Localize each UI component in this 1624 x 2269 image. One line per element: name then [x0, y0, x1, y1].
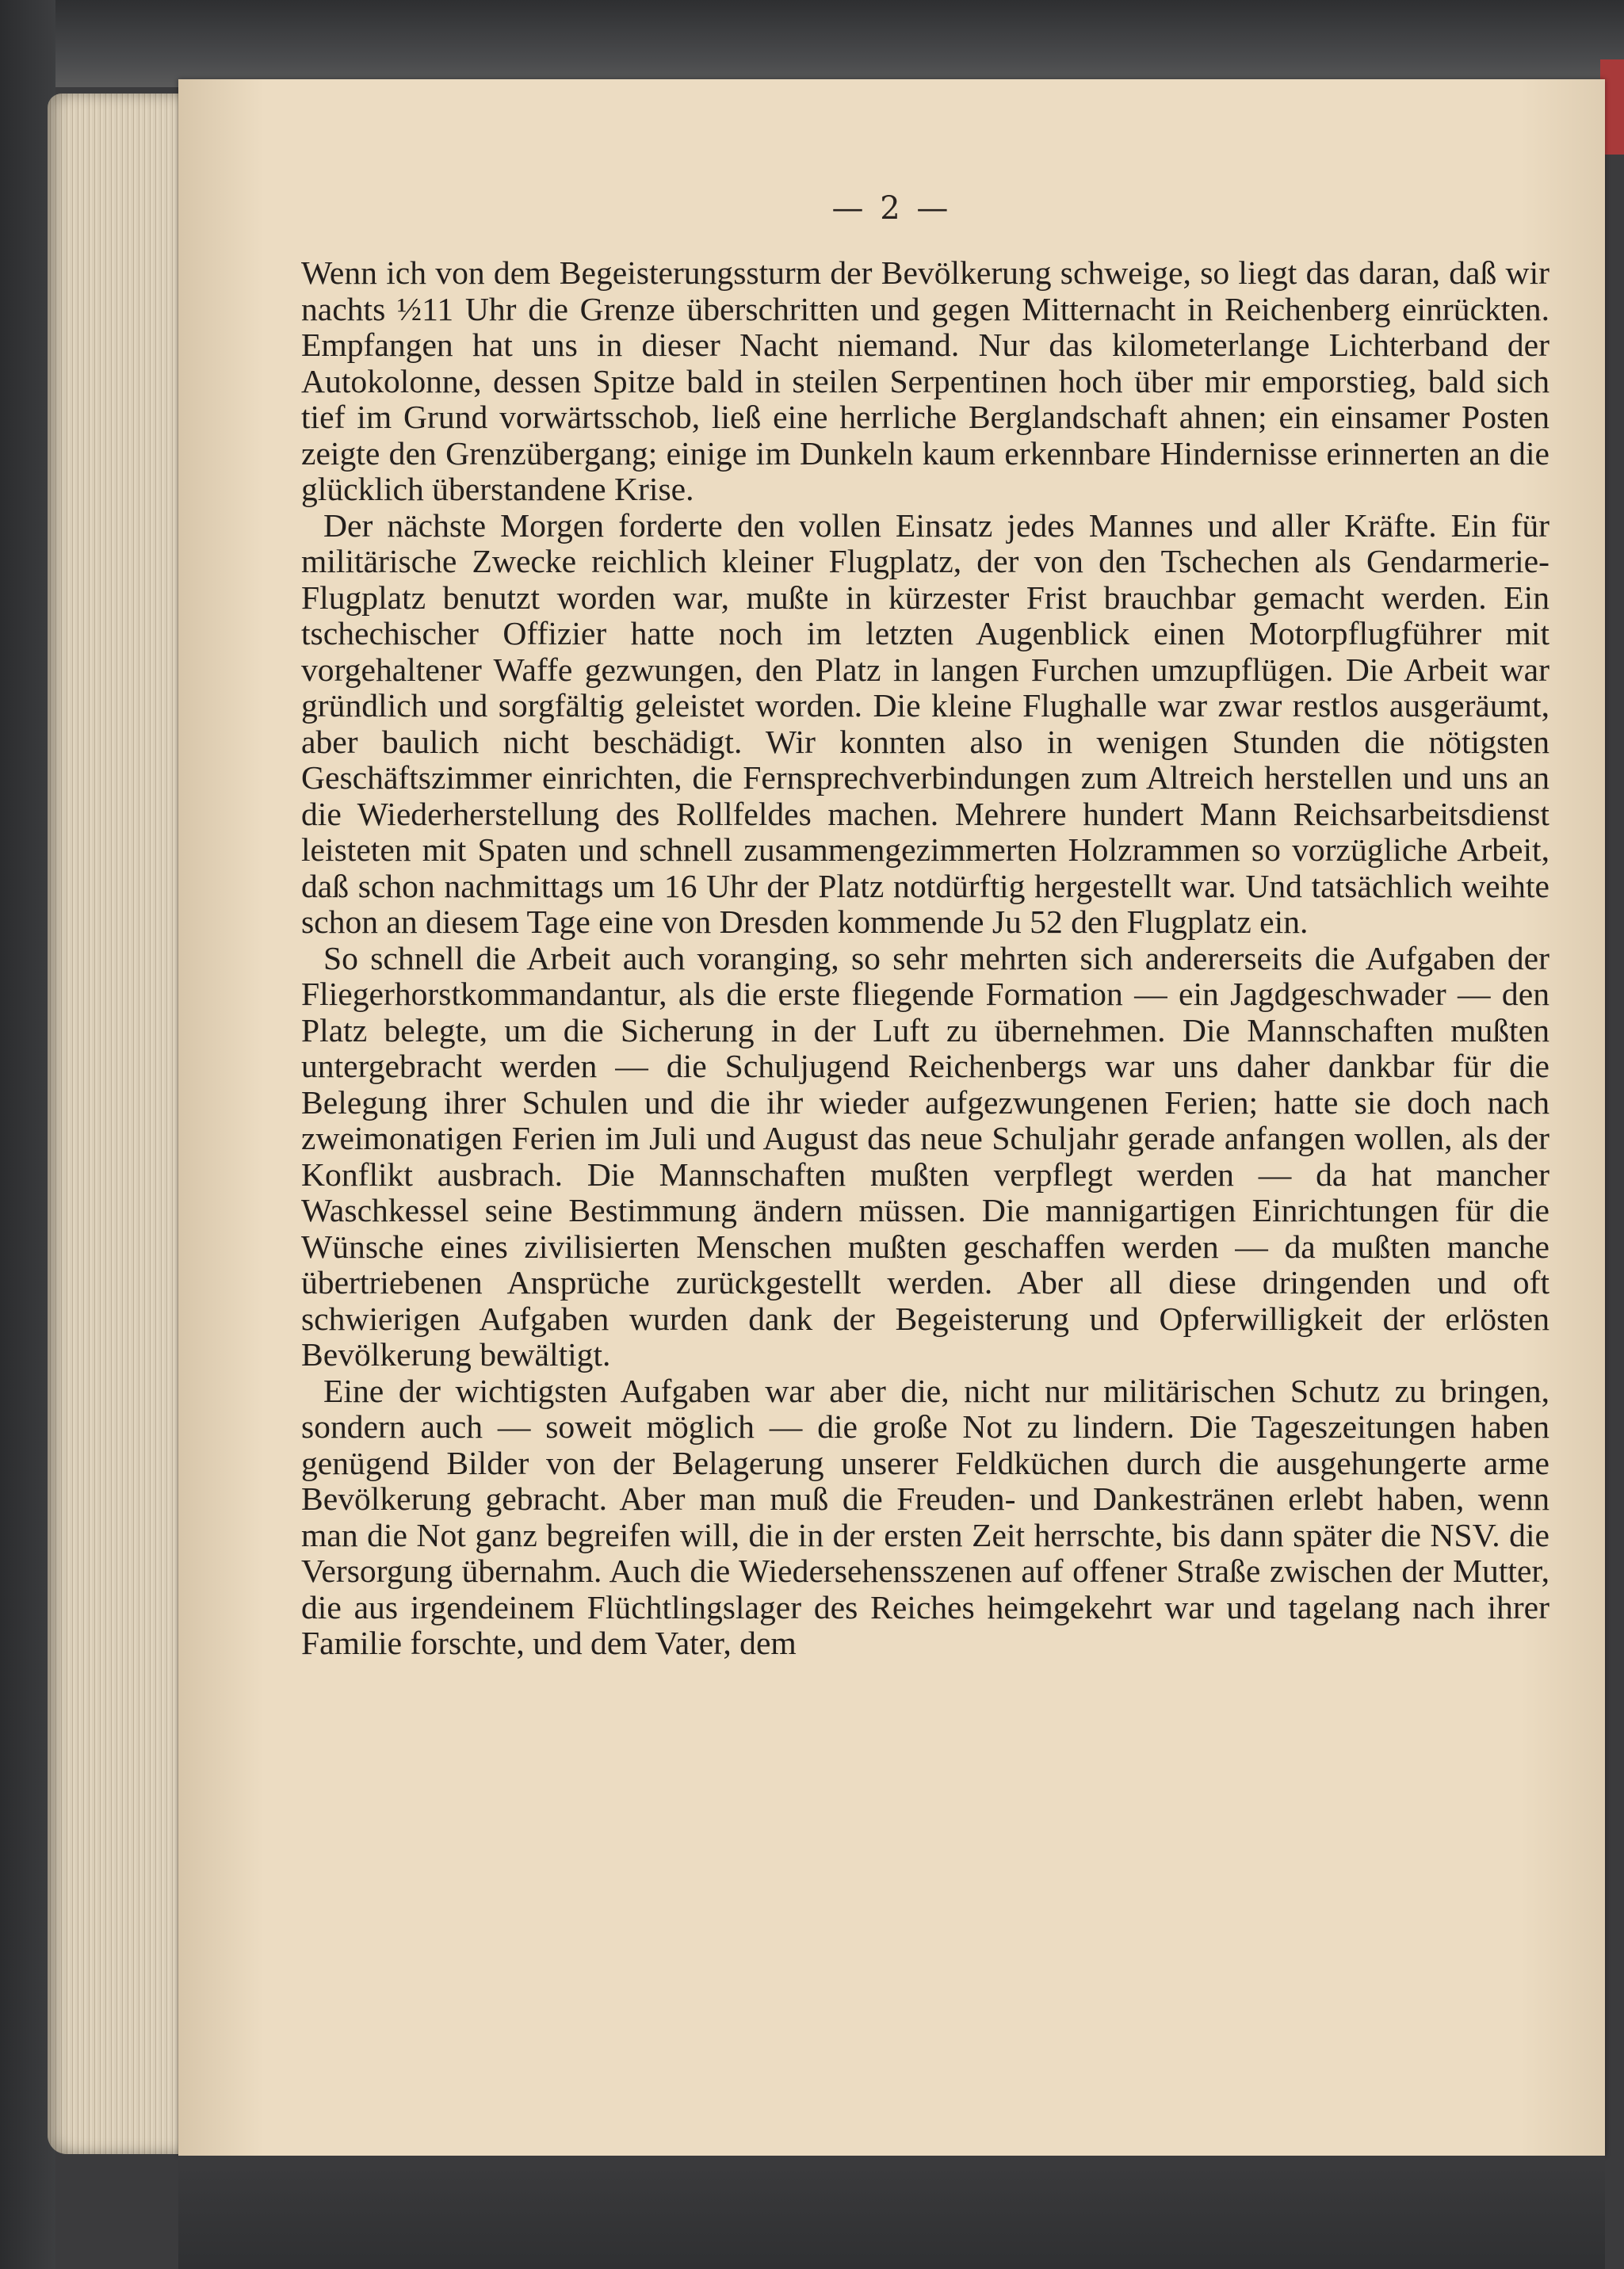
book-bottom-shadow [178, 2156, 1605, 2269]
paragraph: So schnell die Arbeit auch voranging, so sehr mehrten sich andererseits die Aufgaben der Fliegerhorstkommandantur, als die erste fliegende Formation — ein Jagdgeschwader — den Platz belegte, um die Sicherung in der Luft zu übernehmen. Die Mannschaften mußten untergebracht werden — die Schuljugend Reichenbergs war uns daher dankbar für die Belegung ihrer Schulen und die ihr wieder aufgezwungenen Ferien; hatte sie doch nach zweimonatigen Ferien im Juli und August das neue Schuljahr gerade anfangen wollen, als der Konflikt ausbrach. Die Mannschaften mußten verpflegt werden — da hat mancher Waschkessel seine Bestimmung ändern müssen. Die mannigartigen Einrichtungen für die Wünsche eines zivilisierten Menschen mußten geschaffen werden — da mußten manche übertriebenen Ansprüche zurückgestellt werden. Aber all diese dringenden und oft schwierigen Aufgaben wurden dank der Begeisterung und Opferwilligkeit der erlösten Bevölkerung bewältigt. [301, 939, 1549, 1373]
page-edges [48, 94, 198, 2154]
book-cover-top [0, 0, 1624, 87]
body-text [301, 255, 1549, 1662]
paragraph: Wenn ich von dem Begeisterungssturm der Bevölkerung schweige, so liegt das daran, daß wir nachts ½11 Uhr die Grenze überschritten und gegen Mitternacht in Reichenberg einrückten. Empfangen hat uns in dieser Nacht niemand. Nur das kilometerlange Lichterband der Autokolonne, dessen Spitze bald in steilen Serpentinen hoch über mir emporstieg, bald sich tief im Grund vorwärtsschob, ließ eine herrliche Berglandschaft ahnen; ein einsamer Posten zeigte den Grenzübergang; einige im Dunkeln kaum erkennbare Hindernisse erinnerten an die glücklich überstandene Krise. [301, 254, 1549, 507]
paragraph: Der nächste Morgen forderte den vollen Einsatz jedes Mannes und aller Kräfte. Ein für militärische Zwecke reichlich kleiner Flugplatz, der von den Tschechen als Gendarmerie-Flugplatz benutzt worden war, mußte in kürzester Frist brauchbar gemacht werden. Ein tschechischer Offizier hatte noch im letzten Augenblick einen Motorpflugführer mit vorgehaltener Waffe gezwungen, den Platz in langen Furchen umzupflügen. Die Arbeit war gründlich und sorgfältig geleistet worden. Die kleine Flughalle war zwar restlos ausgeräumt, aber baulich nicht beschädigt. Wir konnten also in wenigen Stunden die nötigsten Geschäftszimmer einrichten, die Fernsprechverbindungen zum Altreich herstellen und uns an die Wiederherstellung des Rollfeldes machen. Mehrere hundert Mann Reichsarbeitsdienst leisteten mit Spaten und schnell zusammengezimmerten Holzrammen so vorzügliche Arbeit, daß schon nachmittags um 16 Uhr der Platz notdürftig hergestellt war. Und tatsächlich weihte schon an diesem Tage eine von Dresden kommende Ju 52 den Flugplatz ein. [301, 506, 1549, 940]
paragraph: Eine der wichtigsten Aufgaben war aber die, nicht nur militärischen Schutz zu bringen, sondern auch — soweit möglich — die große Not zu lindern. Die Tageszeitungen haben genügend Bilder von der Belagerung unserer Feldküchen durch die ausgehungerte arme Bevölkerung gebracht. Aber man muß die Freuden- und Dankestränen erlebt haben, wenn man die Not ganz begreifen will, die in der ersten Zeit herrschte, bis dann später die NSV. die Versorgung übernahm. Auch die Wiedersehensszenen auf offener Straße zwischen der Mutter, die aus irgendeinem Flüchtlingslager des Reiches heimgekehrt war und tagelang nach ihrer Familie forschte, und dem Vater, dem [301, 1372, 1549, 1661]
page-number: — 2 — [831, 190, 952, 227]
